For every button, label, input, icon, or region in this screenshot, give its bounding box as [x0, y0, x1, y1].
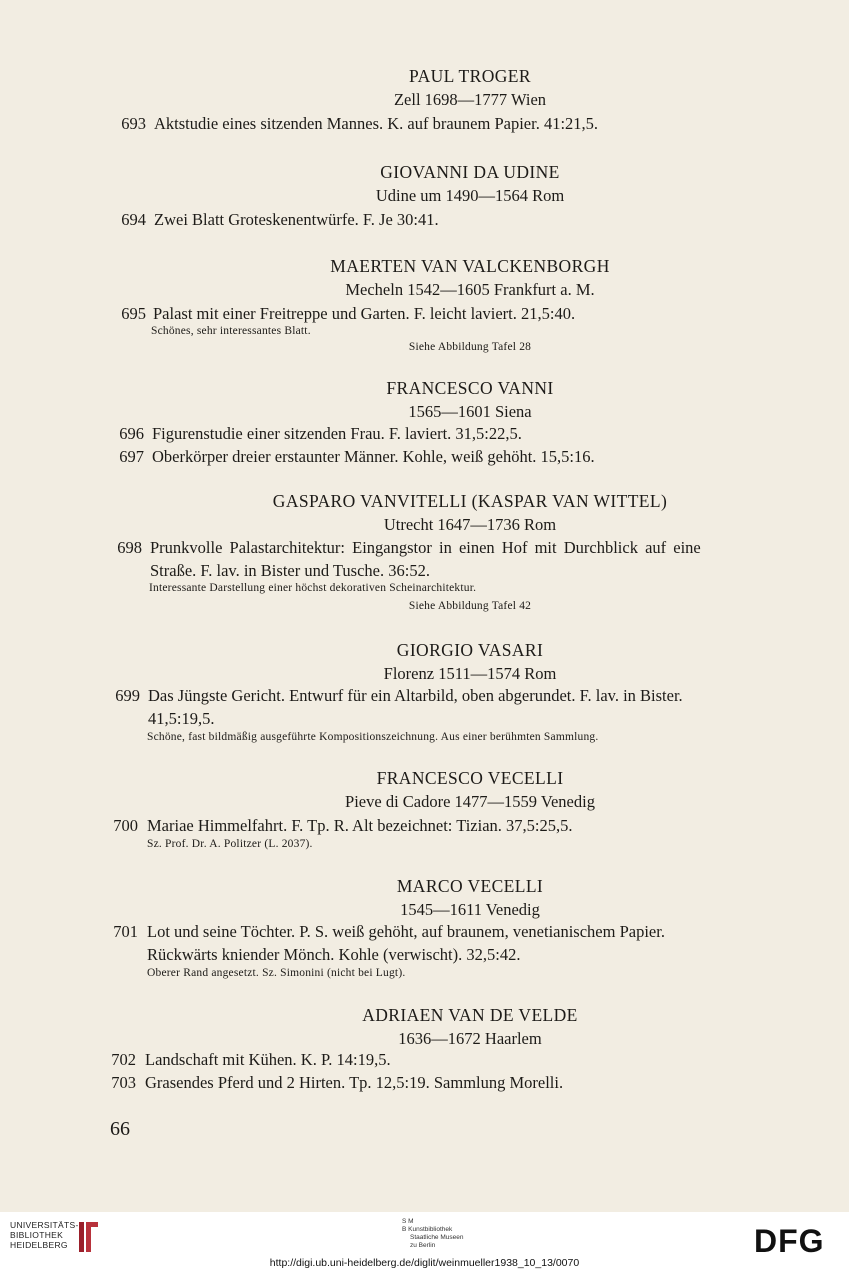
dfg-logo: DFG [754, 1223, 825, 1259]
lot-description: Figurenstudie einer sitzenden Frau. F. laviert. 31,5:22,5. [152, 424, 522, 443]
plate-reference: Siehe Abbildung Tafel 28 [408, 341, 532, 353]
lot-note: Schöne, fast bildmäßig ausgeführte Kompositionszeichnung. Aus einer berühmten Sammlung. [147, 731, 599, 743]
page-url-link[interactable]: http://digi.ub.uni-heidelberg.de/diglit/weinmueller1938_10_13/0070 [269, 1257, 580, 1269]
lot-number: 694 [121, 210, 146, 229]
lot-description: Lot und seine Töchter. P. S. weiß gehöht, auf braunem, venetianischem Papier. [147, 922, 665, 941]
artist-heading: GIORGIO VASARI [396, 640, 544, 660]
artist-heading: PAUL TROGER [409, 66, 531, 86]
lot-number: 697 [119, 447, 144, 466]
artist-heading: GIOVANNI DA UDINE [380, 162, 560, 182]
artist-life-dates: Florenz 1511—1574 Rom [383, 664, 557, 683]
lot-description: Prunkvolle Palastarchitektur: Eingangstor in einen Hof mit Durchblick auf eine [150, 538, 701, 557]
artist-heading: MAERTEN VAN VALCKENBORGH [330, 256, 610, 276]
artist-life-dates: Utrecht 1647—1736 Rom [383, 515, 557, 534]
lot-description: Mariae Himmelfahrt. F. Tp. R. Alt bezeichnet: Tizian. 37,5:25,5. [147, 816, 573, 835]
artist-heading: ADRIAEN VAN DE VELDE [362, 1005, 578, 1025]
library-name-line: HEIDELBERG [10, 1240, 68, 1250]
lot-description: Grasendes Pferd und 2 Hirten. Tp. 12,5:19. Sammlung Morelli. [145, 1073, 564, 1092]
lot-description: Landschaft mit Kühen. K. P. 14:19,5. [145, 1050, 391, 1069]
lot-number: 700 [113, 816, 138, 835]
library-name-line: UNIVERSITÄTS- [10, 1220, 79, 1230]
lot-description-continued: 41,5:19,5. [148, 709, 215, 728]
lot-note: Interessante Darstellung einer höchst dekorativen Scheinarchitektur. [149, 582, 477, 594]
lot-number: 696 [119, 424, 144, 443]
artist-life-dates: 1565—1601 Siena [408, 402, 532, 421]
artist-life-dates: Mecheln 1542—1605 Frankfurt a. M. [345, 280, 595, 299]
lot-note: Schönes, sehr interessantes Blatt. [151, 325, 311, 337]
lot-note: Sz. Prof. Dr. A. Politzer (L. 2037). [147, 838, 313, 850]
smb-line: zu Berlin [410, 1242, 436, 1249]
lot-number: 702 [111, 1050, 136, 1069]
lot-note: Oberer Rand angesetzt. Sz. Simonini (nicht bei Lugt). [147, 967, 406, 979]
library-name-line: BIBLIOTHEK [10, 1230, 64, 1240]
artist-life-dates: Zell 1698—1777 Wien [393, 90, 547, 109]
viewer-footer [0, 1212, 849, 1272]
lot-description: Aktstudie eines sitzenden Mannes. K. auf braunem Papier. 41:21,5. [154, 114, 599, 133]
heidelberg-logo-icon [78, 1220, 100, 1259]
lot-number: 698 [117, 538, 142, 557]
plate-reference: Siehe Abbildung Tafel 42 [408, 600, 532, 612]
artist-life-dates: 1545—1611 Venedig [400, 900, 540, 919]
artist-life-dates: 1636—1672 Haarlem [398, 1029, 542, 1048]
artist-heading: FRANCESCO VANNI [386, 378, 554, 398]
smb-line: S M [402, 1218, 414, 1225]
lot-number: 699 [115, 686, 140, 705]
lot-description-continued: Straße. F. lav. in Bister und Tusche. 36:52. [150, 561, 430, 580]
lot-number: 701 [113, 922, 138, 941]
lot-description-continued: Rückwärts kniender Mönch. Kohle (verwischt). 32,5:42. [147, 945, 521, 964]
lot-description: Zwei Blatt Groteskenentwürfe. F. Je 30:41. [154, 210, 439, 229]
smb-line: Staatliche Museen [410, 1234, 464, 1241]
lot-description: Oberkörper dreier erstaunter Männer. Kohle, weiß gehöht. 15,5:16. [152, 447, 595, 466]
page-number: 66 [110, 1118, 130, 1140]
artist-life-dates: Pieve di Cadore 1477—1559 Venedig [345, 792, 595, 811]
smb-line: B Kunstbibliothek [402, 1226, 453, 1233]
lot-number: 695 [121, 304, 146, 323]
library-name [10, 1220, 79, 1250]
artist-heading: MARCO VECELLI [396, 876, 544, 896]
artist-life-dates: Udine um 1490—1564 Rom [375, 186, 565, 205]
lot-number: 703 [111, 1073, 136, 1092]
lot-description: Das Jüngste Gericht. Entwurf für ein Altarbild, oben abgerundet. F. lav. in Bister. [148, 686, 683, 705]
artist-heading: GASPARO VANVITELLI (KASPAR VAN WITTEL) [272, 491, 668, 511]
artist-heading: FRANCESCO VECELLI [376, 768, 564, 788]
lot-description: Palast mit einer Freitreppe und Garten. F. leicht laviert. 21,5:40. [153, 304, 576, 323]
smb-logo [402, 1218, 463, 1250]
lot-number: 693 [121, 114, 146, 133]
